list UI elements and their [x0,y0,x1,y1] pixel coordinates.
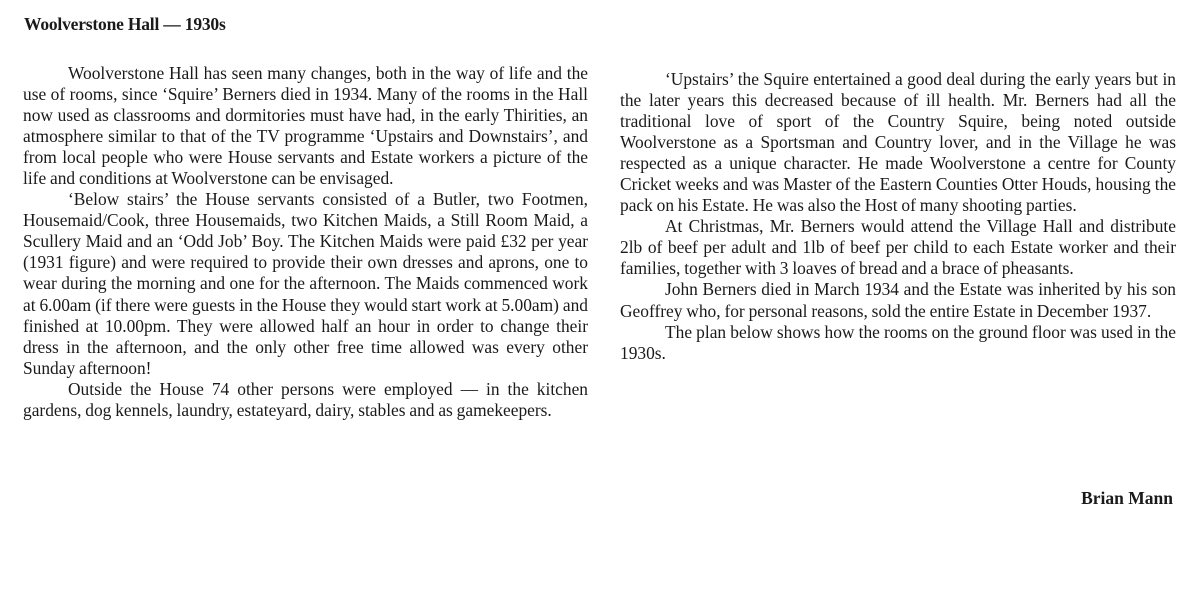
article-title: Woolverstone Hall — 1930s [24,14,226,34]
paragraph: ‘Below stairs’ the House servants consisted of a Butler, two Footmen, Housemaid/Cook, three Housemaids, two Kitchen Maids, a Still Room Maid, a Scullery Maid and an ‘Odd Job’ Boy. The Kitchen Maids were paid £32 per year (1931 figure) and were required to provide their own dresses and aprons, one to wear during the morning and one for the afternoon. The Maids commenced work at 6.00am (if there were guests in the House they would start work at 5.00am) and finished at 10.00pm. They were allowed half an hour in order to change their dress in the afternoon, and the only other free time allowed was every other Sunday afternoon! [23,189,588,378]
paragraph: Woolverstone Hall has seen many changes, both in the way of life and the use of rooms, since ‘Squire’ Berners died in 1934. Many of the rooms in the Hall now used as classrooms and dormitories must have had, in the early Thirities, an atmosphere similar to that of the TV programme ‘Upstairs and Downstairs’, and from local people who were House servants and Estate workers a picture of the life and conditions at Woolverstone can be envisaged. [23,63,588,189]
paragraph: At Christmas, Mr. Berners would attend the Village Hall and distribute 2lb of beef per adult and 1lb of beef per child to each Estate worker and their families, together with 3 loaves of bread and a brace of pheasants. [620,216,1176,279]
left-column [23,63,588,421]
paragraph: John Berners died in March 1934 and the Estate was inherited by his son Geoffrey who, for personal reasons, sold the entire Estate in December 1937. [620,279,1176,321]
paragraph: ‘Upstairs’ the Squire entertained a good deal during the early years but in the later years this decreased because of ill health. Mr. Berners had all the traditional love of sport of the Country Squire, being noted outside Woolverstone as a Sportsman and Country lover, and in the Village he was respected as a unique character. He made Woolverstone a centre for County Cricket weeks and was Master of the Eastern Counties Otter Houds, housing the pack on his Estate. He was also the Host of many shooting parties. [620,69,1176,216]
paragraph: The plan below shows how the rooms on the ground floor was used in the 1930s. [620,321,1176,363]
author-signature: Brian Mann [1081,488,1173,508]
paragraph: Outside the House 74 other persons were employed — in the kitchen gardens, dog kennels, laundry, estateyard, dairy, stables and as gamekeepers. [23,378,588,420]
right-column [620,69,1176,364]
